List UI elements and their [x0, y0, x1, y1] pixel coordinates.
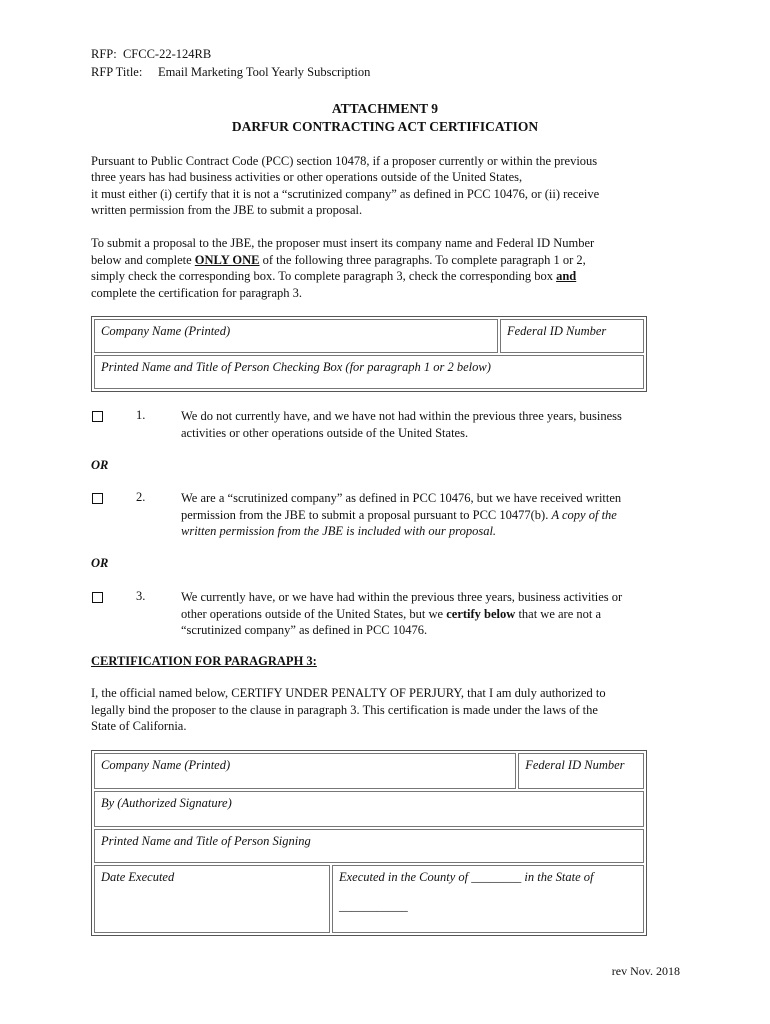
paragraph-2-text: We are a “scrutinized company” as defined in PCC 10476, but we have received written permission from the JBE to submit a proposal pursuant to PCC 10477(b). A copy of the written permission from the JBE is included with our proposal. — [181, 491, 622, 538]
certification-line-1: I, the official named below, CERTIFY UNDER PENALTY OF PERJURY, that I am duly authorized to — [91, 686, 606, 700]
or-separator-1: OR — [91, 458, 109, 472]
certification-table — [91, 750, 647, 936]
company-name-field[interactable]: Company Name (Printed) — [94, 319, 498, 353]
printed-name-signing-field[interactable]: Printed Name and Title of Person Signing — [94, 829, 644, 863]
printed-name-checking-field[interactable]: Printed Name and Title of Person Checking Box (for paragraph 1 or 2 below) — [94, 355, 644, 389]
paragraph-2-checkbox[interactable] — [92, 493, 103, 504]
paragraph-3-checkbox[interactable] — [92, 592, 103, 603]
rfp-title-line — [91, 65, 370, 80]
rfp-label: RFP: — [91, 47, 117, 61]
certification-heading: CERTIFICATION FOR PARAGRAPH 3: — [91, 654, 317, 668]
rfp-number-line — [91, 47, 211, 62]
intro-line-1: Pursuant to Public Contract Code (PCC) section 10478, if a proposer currently or within the previous — [91, 154, 598, 168]
intro-line-3: it must either (i) certify that it is not a “scrutinized company” as defined in PCC 10476, or (ii) receive — [91, 187, 600, 201]
rfp-title: Email Marketing Tool Yearly Subscription — [157, 65, 371, 79]
cert-company-name-field[interactable]: Company Name (Printed) — [94, 753, 516, 789]
federal-id-field[interactable]: Federal ID Number — [500, 319, 644, 353]
certification-line-3: State of California. — [91, 719, 187, 733]
intro-line-4: written permission from the JBE to submit a proposal. — [91, 203, 363, 217]
intro-line-2: three years has had business activities or other operations outside of the United States, — [91, 170, 523, 184]
instructions-line-1: To submit a proposal to the JBE, the proposer must insert its company name and Federal ID Number — [91, 236, 595, 250]
and-emphasis: and — [556, 269, 577, 283]
document-title: DARFUR CONTRACTING ACT CERTIFICATION — [231, 119, 539, 134]
or-separator-2: OR — [91, 556, 109, 570]
paragraph-3-text: We currently have, or we have had within the previous three years, business activities or other operations outside of the United States, but we certify below that we are not a “scrutinized company” as defined in PCC 10476. — [181, 590, 623, 637]
attachment-heading: ATTACHMENT 9 — [331, 101, 439, 116]
instructions-line-2: below and complete ONLY ONE of the following three paragraphs. To complete paragraph 1 or 2, — [91, 253, 586, 267]
cert-federal-id-field[interactable]: Federal ID Number — [518, 753, 644, 789]
instructions-line-4: complete the certification for paragraph 3. — [91, 286, 303, 300]
certification-line-2: legally bind the proposer to the clause in paragraph 3. This certification is made under the laws of the — [91, 703, 598, 717]
only-one-emphasis: ONLY ONE — [194, 253, 260, 267]
paragraph-3-number: 3. — [136, 589, 146, 603]
county-state-field[interactable]: Executed in the County of ________ in the State of ___________ — [332, 865, 644, 933]
instructions-line-3: simply check the corresponding box. To complete paragraph 3, check the corresponding box and — [91, 269, 577, 283]
paragraph-1-number: 1. — [136, 408, 146, 422]
rfp-number: CFCC-22-124RB — [122, 47, 212, 61]
paragraph-1-checkbox[interactable] — [92, 411, 103, 422]
revision-date: rev Nov. 2018 — [611, 964, 680, 978]
authorized-signature-field[interactable]: By (Authorized Signature) — [94, 791, 644, 827]
rfp-title-label: RFP Title: — [91, 65, 143, 79]
proposer-info-table — [91, 316, 647, 392]
date-executed-field[interactable]: Date Executed — [94, 865, 330, 933]
paragraph-1-text: We do not currently have, and we have not had within the previous three years, business activities or other operations outside of the United States. — [181, 409, 622, 440]
paragraph-2-number: 2. — [136, 490, 146, 504]
